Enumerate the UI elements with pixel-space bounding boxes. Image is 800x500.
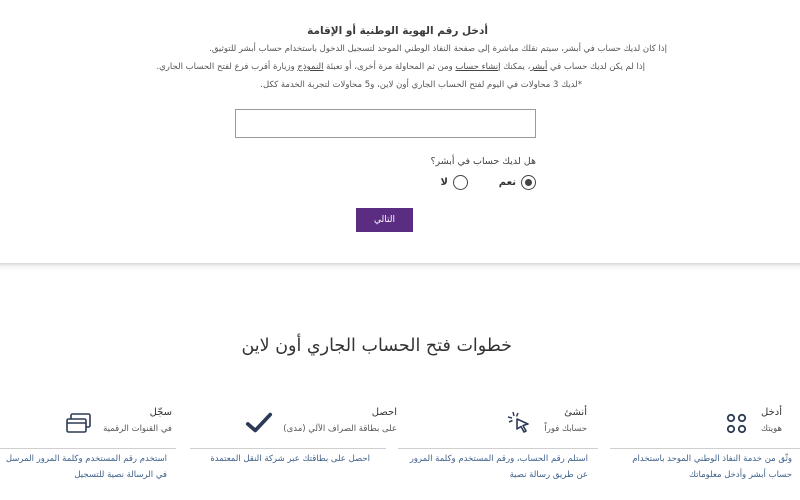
step-subtitle: في القنوات الرقمية [103,424,172,434]
info-text: وزيارة أقرب فرع لفتح الحساب الجاري. [156,62,295,72]
next-button[interactable]: التالي [356,208,413,232]
section-divider [0,263,800,271]
step-register-digital [65,407,172,437]
step-title: أنشئ [564,407,587,418]
option-yes[interactable] [499,175,536,190]
steps-title: خطوات فتح الحساب الجاري أون لاين [241,336,512,356]
step-divider [190,448,386,449]
abshir-link[interactable]: أبشر [530,62,548,72]
info-text: إذا لم يكن لديك حساب في [550,62,645,72]
info-line-abshir-redirect: إذا كان لديك حساب في أبشر، سيتم نقلك مباشرة إلى صفحة النفاذ الوطني الموحد لتسجيل الدخول باستخدام حساب أبشر للتوثيق. [209,44,667,54]
option-no[interactable] [441,175,468,190]
step-subtitle: حسابك فوراً [544,424,587,434]
step-desc-line: في الرسالة نصية للتسجيل [74,470,167,480]
step-description [632,451,792,483]
radio-dot [525,179,532,186]
step-desc-line: استخدم رقم المستخدم وكلمة المرور المرسل [5,454,167,464]
step-description [6,451,167,483]
option-no-label: لا [440,177,448,188]
step-enter-id [723,407,782,437]
radio-selected-icon[interactable] [521,175,536,190]
option-yes-label: نعم [498,177,516,188]
step-subtitle: على بطاقة الصراف الآلي (مدى) [283,424,397,434]
step-divider [610,448,800,449]
step-title: أدخل [761,407,782,418]
step-create-account [506,407,587,437]
form-template-link[interactable]: النموذج [297,62,324,72]
step-desc-line: حساب أبشر وأدخل معلوماتك [688,470,792,480]
step-desc-line: وثّق من خدمة النفاذ الوطني الموحد باستخدام [632,454,792,464]
info-line-no-account [156,62,645,72]
abshir-account-question: هل لديك حساب في أبشر؟ [430,156,536,167]
step-desc-line: عن طريق رسالة نصية [509,470,588,480]
step-description [210,451,370,467]
info-text: ، يمكنك [503,62,531,72]
checkmark-icon [245,409,273,437]
step-desc-line: احصل على بطاقتك عبر شركة النقل المعتمدة [210,454,370,464]
step-subtitle: هويتك [761,424,782,434]
national-id-input[interactable] [235,109,536,138]
dots-grid-icon [723,409,751,437]
form-title: أدخل رقم الهوية الوطنية أو الإقامة [307,25,488,37]
step-description [410,451,588,483]
credit-card-icon [65,409,93,437]
step-get-card [245,407,397,437]
step-title: سجّل [149,407,172,418]
step-title: احصل [371,407,397,418]
cursor-click-icon [506,409,534,437]
step-divider [0,448,176,449]
create-account-link[interactable]: إنشاء حساب [455,62,501,72]
step-desc-line: استلم رقم الحساب، ورقم المستخدم وكلمة المرور [409,454,588,464]
info-line-attempts: *لديك 3 محاولات في اليوم لفتح الحساب الجاري أون لاين، و5 محاولات لتجربة الخدمة ككل. [260,80,582,90]
radio-unselected-icon[interactable] [453,175,468,190]
step-divider [398,448,598,449]
info-text: ومن ثم المحاولة مرة أخرى، أو تعبئة [326,62,453,72]
